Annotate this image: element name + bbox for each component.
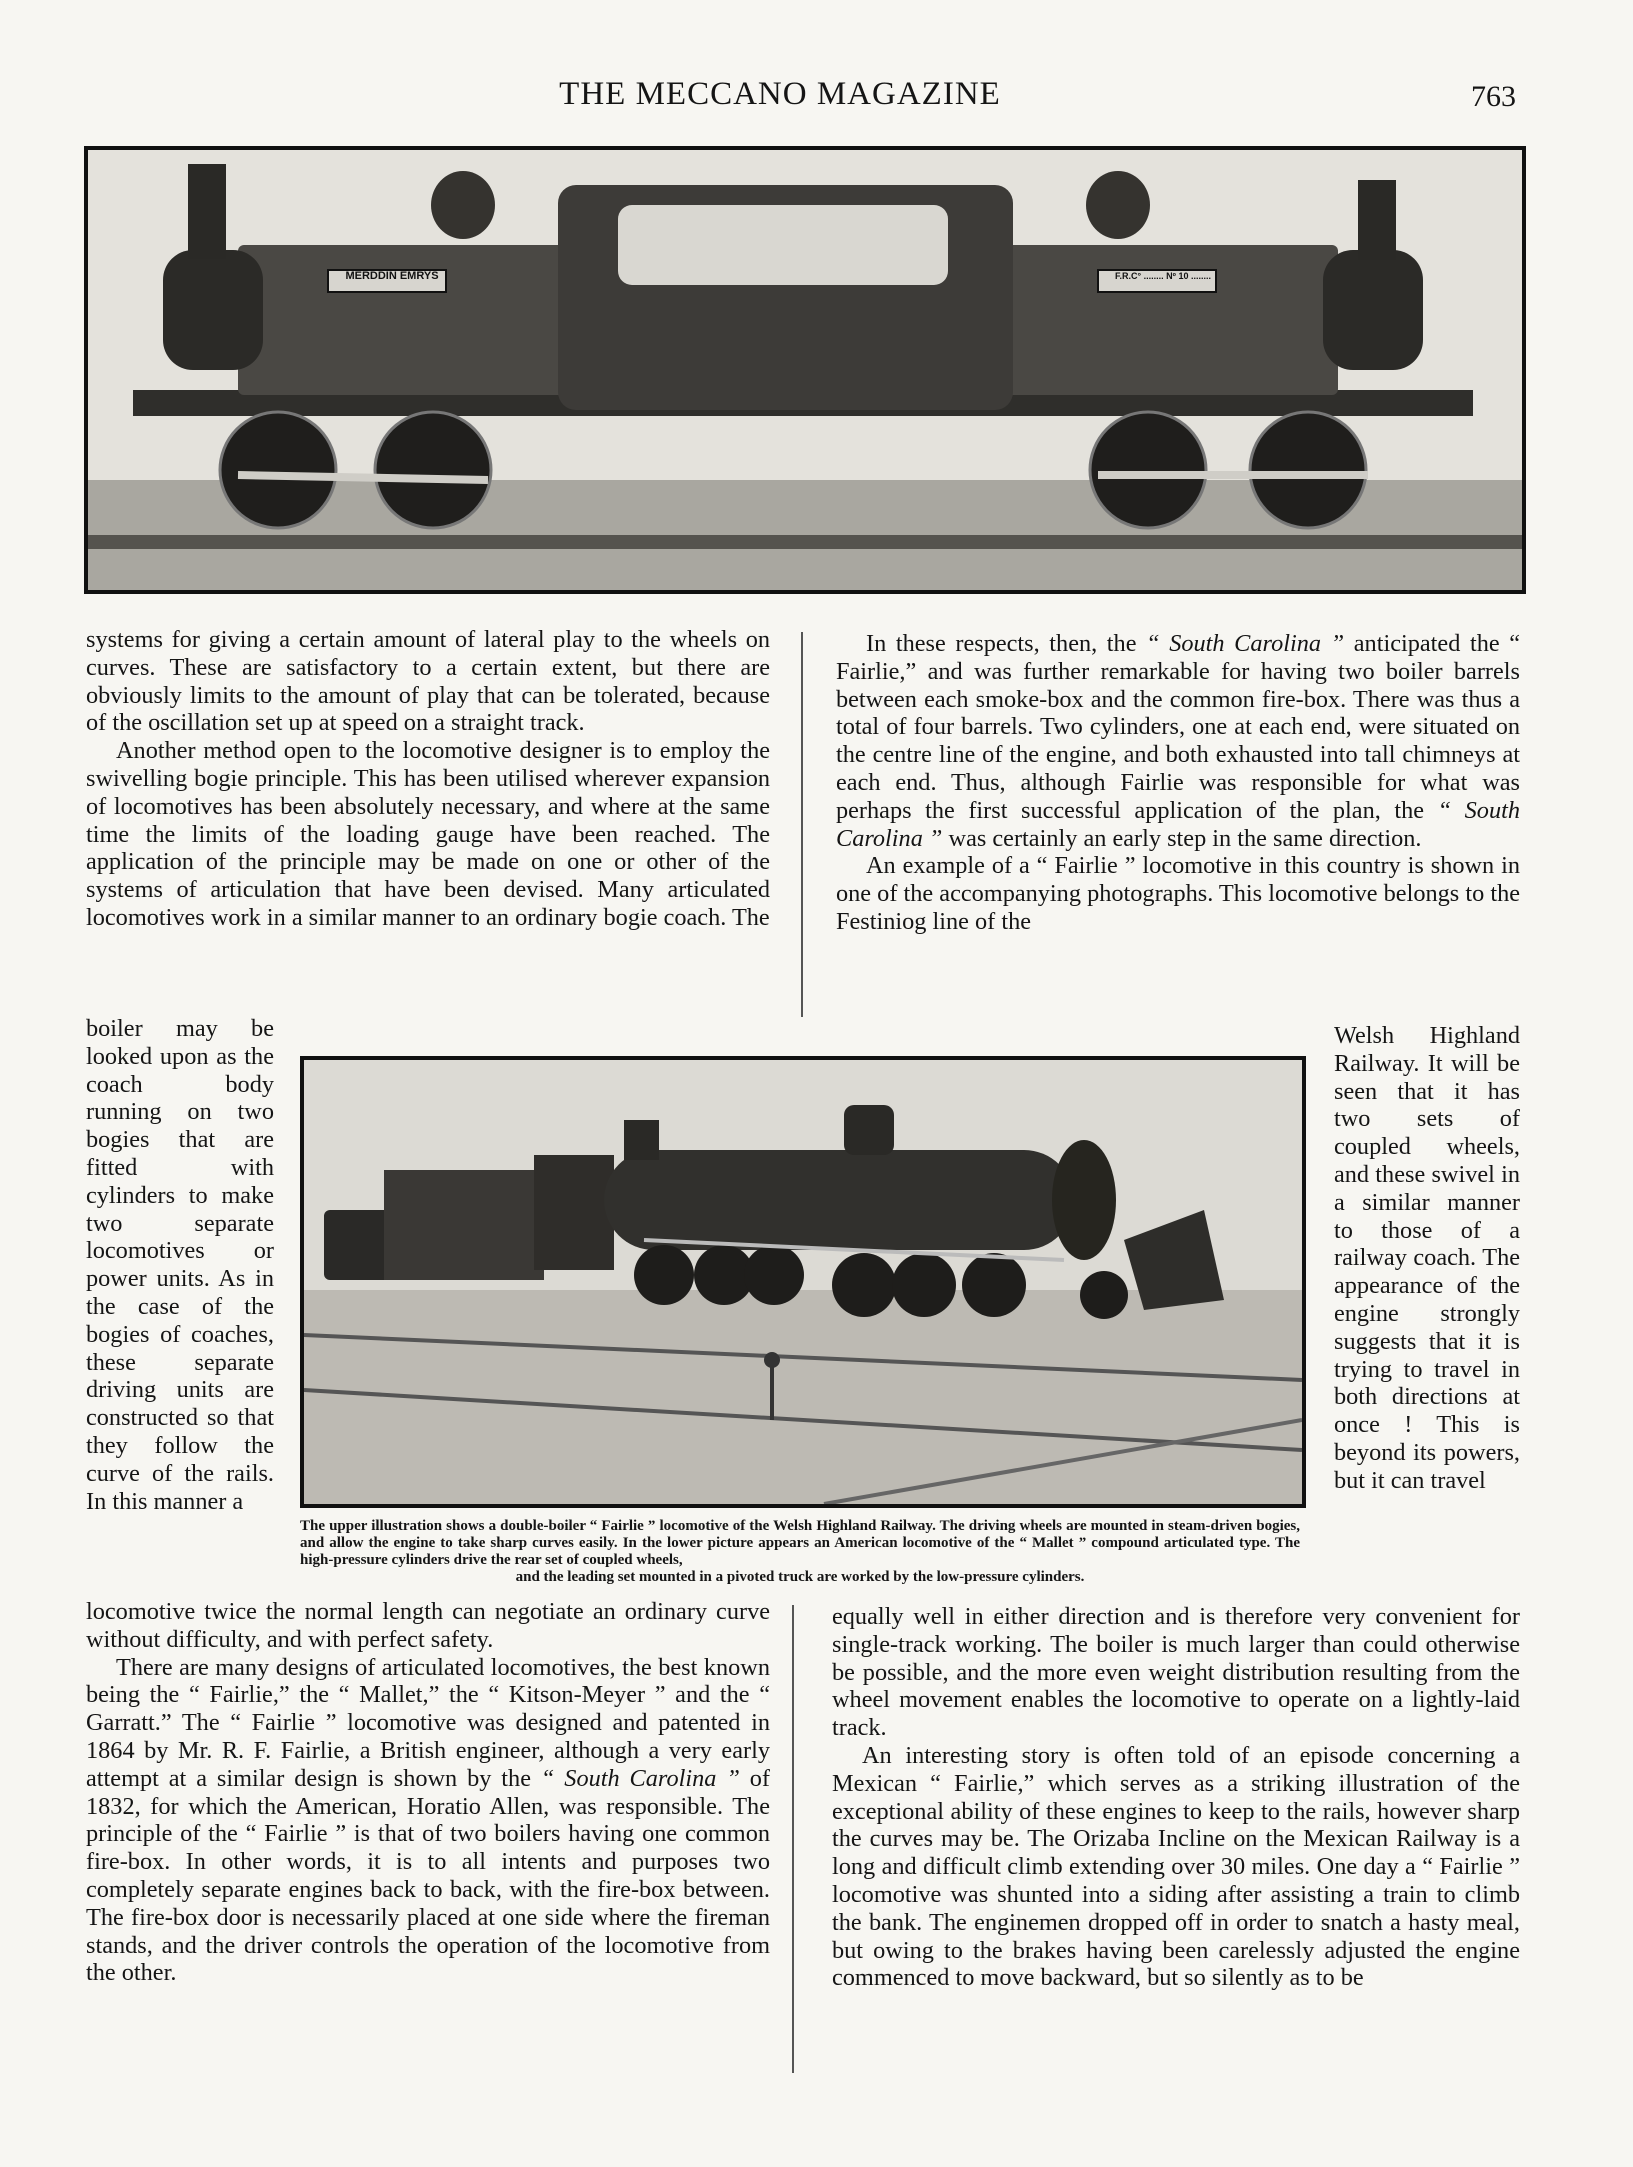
left-column-lower xyxy=(86,1598,770,1987)
caption-line-2: and the leading set mounted in a pivoted truck are worked by the low-pressure cylinders. xyxy=(515,1569,1085,1585)
column-rule-upper xyxy=(801,632,803,1017)
photo-caption xyxy=(300,1518,1300,1586)
right-paragraph-3: equally well in either direction and is therefore very convenient for single-track working. The boiler is much larger than could otherwise be possible, and the more even weight distribution resulting from the wheel movement enables the locomotive to operate on a lightly-laid track. xyxy=(832,1603,1520,1742)
right-paragraph-4: An interesting story is often told of an episode concerning a Mexican “ Fairlie,” which serves as a striking illustration of the exceptional ability of these engines to keep to the rails, however sharp the curves may be. The Orizaba Incline on the Mexican Railway is a long and difficult climb extending over 30 miles. One day a “ Fairlie ” locomotive was shunted into a siding after assisting a train to climb the bank. The enginemen dropped off in order to snatch a hasty meal, but owing to the brakes having been carelessly adjusted the engine commenced to move backward, but so silently as to be xyxy=(832,1741,1520,1992)
mallet-locomotive-photo xyxy=(300,1056,1306,1508)
right-column-upper xyxy=(836,630,1520,936)
page-title: THE MECCANO MAGAZINE xyxy=(559,76,1001,112)
column-rule-lower xyxy=(792,1605,794,2073)
right-column-wrap xyxy=(1334,1022,1520,1495)
left-column-upper xyxy=(86,626,770,932)
right-paragraph-1: In these respects, then, the “ South Carolina ” anticipated the “ Fairlie,” and was further remarkable for having two boiler barrels between each smoke-box and the common fire-box. There was thus a total of four barrels. Two cylinders, one at each end, were situated on the centre line of the engine, and both exhausted into tall chimneys at each end. Thus, although Fairlie was responsible for what was perhaps the first successful application of the plan, the “ South Carolina ” was certainly an early step in the same direction. xyxy=(836,630,1521,852)
nameplate-left: MERDDIN EMRYS xyxy=(345,270,439,282)
left-paragraph-1: systems for giving a certain amount of lateral play to the wheels on curves. These are satisfactory to a certain extent, but there are obviously limits to the amount of play that can be tolerated, because of the oscillation set up at speed on a straight track. xyxy=(86,626,770,737)
page-number: 763 xyxy=(1471,80,1516,113)
right-column-lower xyxy=(832,1603,1520,1992)
right-wrap-text: Welsh Highland Railway. It will be seen that it has two sets of coupled wheels, and these swivel in a similar manner to those of a railway coach. The appearance of the engine strongly suggests that it is trying to travel in both directions at once ! This is beyond its powers, but it can travel xyxy=(1334,1022,1520,1494)
caption-line-1: The upper illustration shows a double-boiler “ Fairlie ” locomotive of the Welsh Highland Railway. The driving wheels are mounted in steam-driven bogies, and allow the engine to take sharp curves easily. In the lower picture appears an American locomotive of the “ Mallet ” compound articulated type. The high-pressure cylinders drive the rear set of coupled wheels, xyxy=(300,1518,1300,1568)
left-paragraph-2: Another method open to the locomotive designer is to employ the swivelling bogie principle. This has been utilised wherever expansion of locomotives has been absolutely necessary, and where at the same time the limits of the loading gauge have been reached. The application of the principle may be made on one or other of the systems of articulation that have been devised. Many articulated locomotives work in a similar manner to an ordinary bogie coach. The xyxy=(86,737,770,931)
right-paragraph-2: An example of a “ Fairlie ” locomotive in this country is shown in one of the accompanying photographs. This locomotive belongs to the Festiniog line of the xyxy=(836,852,1520,935)
nameplate-right: F.R.C° ........ Nº 10 ........ xyxy=(1115,271,1211,281)
fairlie-locomotive-photo xyxy=(84,146,1526,594)
left-paragraph-3: locomotive twice the normal length can negotiate an ordinary curve without difficulty, and with perfect safety. xyxy=(86,1598,770,1653)
left-paragraph-4: There are many designs of articulated locomotives, the best known being the “ Fairlie,” the “ Mallet,” the “ Kitson-Meyer ” and the “ Garratt.” The “ Fairlie ” locomotive was designed and patented in 1864 by Mr. R. F. Fairlie, a British engineer, although a very early attempt at a similar design is shown by the “ South Carolina ” of 1832, for which the American, Horatio Allen, was responsible. The principle of the “ Fairlie ” is that of two boilers having one common fire-box. In other words, it is to all intents and purposes two completely separate engines back to back, with the fire-box between. The fire-box door is necessarily placed at one side where the fireman stands, and the driver controls the operation of the locomotive from the other. xyxy=(86,1653,770,1987)
left-wrap-text: boiler may be looked upon as the coach body running on two bogies that are fitted with cylinders to make two separate locomotives or power units. As in the case of the bogies of coaches, these separate driving units are constructed so that they follow the curve of the rails. In this manner a xyxy=(86,1015,274,1515)
left-column-wrap xyxy=(86,1015,274,1515)
